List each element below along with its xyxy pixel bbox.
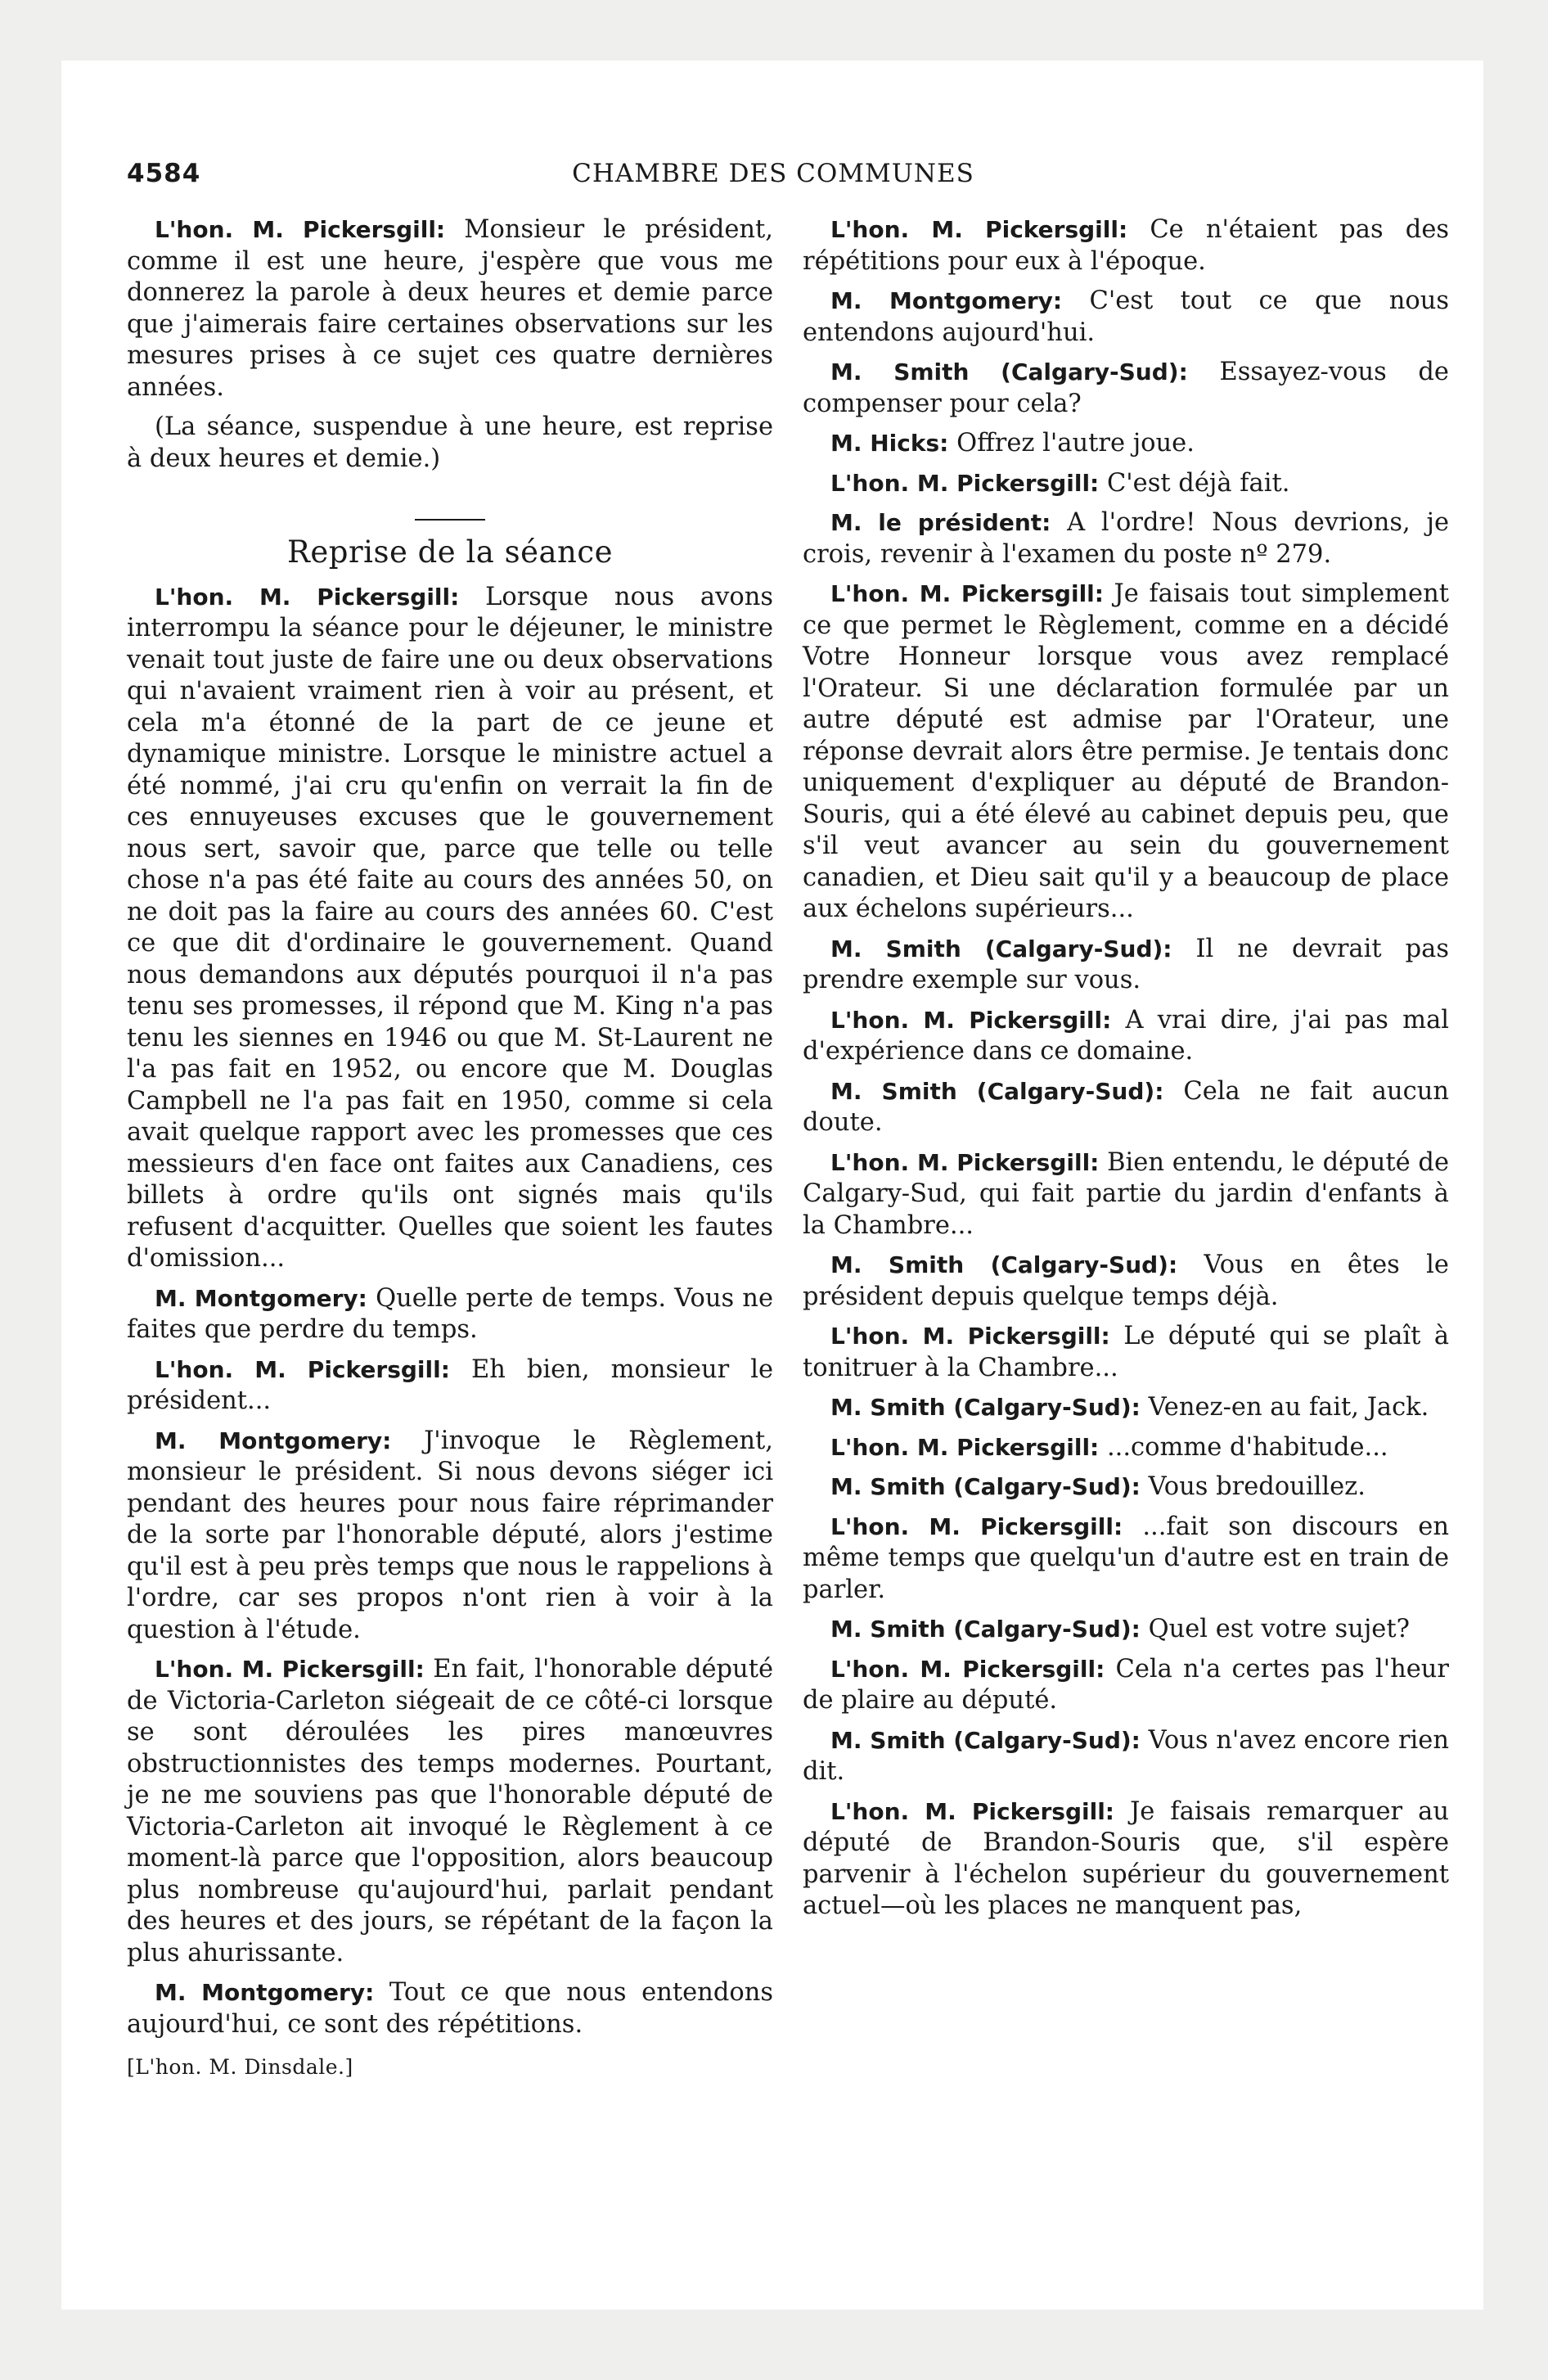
paragraph (127, 1355, 773, 1418)
section-divider (415, 519, 485, 521)
speaker-name: M. Smith (Calgary-Sud): (830, 1473, 1141, 1500)
page-title: CHAMBRE DES COMMUNES (572, 159, 974, 188)
speech-text: Eh bien, monsieur le président... (127, 1355, 774, 1415)
section-heading: Reprise de la séance (287, 534, 613, 570)
speech-text: Vous n'avez encore rien dit. (803, 1725, 1449, 1786)
speaker-name: L'hon. M. Pickersgill: (830, 1655, 1105, 1683)
speech-text: A l'ordre! Nous devrions, je crois, revenir à l'examen du poste nº 279. (803, 508, 1449, 569)
speaker-name: L'hon. M. Pickersgill: (830, 580, 1104, 607)
paragraph (127, 582, 773, 1275)
speech-text: Quel est votre sujet? (1148, 1615, 1410, 1643)
paragraph (803, 1654, 1449, 1717)
speech-text: Bien entendu, le député de Calgary-Sud, qui fait partie du jardin d'enfants à la Chambre... (803, 1147, 1449, 1240)
speech-text: Cela n'a certes pas l'heur de plaire au député. (803, 1654, 1449, 1715)
speaker-name: L'hon. M. Pickersgill: (830, 1006, 1112, 1034)
speech-text: Monsieur le président, comme il est une heure, j'espère que vous me donnerez la parole à deux heures et demie parce que j'aimerais faire certaines observations sur les mesures prises à ce sujet ces quatre dernières années. (127, 215, 773, 402)
paragraph (803, 428, 1449, 460)
paragraph (803, 1321, 1449, 1384)
speaker-name: M. Montgomery: (830, 287, 1063, 314)
speaker-name: L'hon. M. Pickersgill: (155, 1656, 425, 1683)
speech-text: Vous bredouillez. (1148, 1472, 1366, 1501)
speaker-name: M. le président: (830, 509, 1051, 536)
page-number: 4584 (127, 159, 201, 188)
paragraph (803, 579, 1449, 926)
speaker-name: L'hon. M. Pickersgill: (830, 216, 1128, 243)
speaker-name: M. Smith (Calgary-Sud): (830, 1251, 1178, 1278)
right-column (803, 214, 1449, 1931)
paragraph (803, 1472, 1449, 1503)
speaker-name: M. Montgomery: (155, 1427, 392, 1454)
speech-text: Ce n'étaient pas des répétitions pour eux à l'époque. (803, 215, 1450, 276)
paragraph (803, 286, 1449, 349)
speaker-name: L'hon. M. Pickersgill: (155, 1355, 450, 1383)
speech-text: Vous en êtes le président depuis quelque temps déjà. (803, 1251, 1449, 1311)
speaker-name: M. Smith (Calgary-Sud): (830, 1394, 1141, 1421)
footer-reference: [L'hon. M. Dinsdale.] (127, 2055, 353, 2079)
paragraph (803, 1392, 1449, 1424)
speech-text: J'invoque le Règlement, monsieur le président. Si nous devons siéger ici pendant des heures pour nous faire réprimander de la sorte par l'honorable député, alors j'estime qu'il est à peu près temps que nous le rappelions à l'ordre, car ses propos n'ont rien à voir à la question à l'étude. (127, 1426, 773, 1644)
speaker-name: L'hon. M. Pickersgill: (155, 216, 446, 243)
speech-text: C'est tout ce que nous entendons aujourd'hui. (803, 286, 1449, 347)
paragraph (803, 468, 1449, 500)
paragraph (803, 1614, 1449, 1646)
speech-text: Offrez l'autre joue. (956, 429, 1195, 458)
speech-text: ...comme d'habitude... (1106, 1432, 1388, 1462)
speaker-name: L'hon. M. Pickersgill: (155, 583, 460, 611)
speaker-name: L'hon. M. Pickersgill: (830, 469, 1100, 497)
speech-text: Lorsque nous avons interrompu la séance pour le déjeuner, le ministre venait tout juste de faire une ou deux observations qui n'avaient vraiment rien à voir au présent, et cela m'a étonné de la part de ce jeune et dynamique ministre. Lorsque le ministre actuel a été nommé, j'ai cru qu'enfin on verrait la fin de ces ennuyeuses excuses que le gouvernement nous sert, savoir que, parce que telle ou telle chose n'a pas été faite au cours des années 50, on ne doit pas la faire au cours des années 60. C'est ce que dit d'ordinaire le gouvernement. Quand nous demandons aux députés pourquoi il n'a pas tenu ses promesses, il répond que M. King n'a pas tenu les siennes en 1946 ou que M. St-Laurent ne l'a pas fait en 1952, ou encore que M. Douglas Campbell ne l'a pas fait en 1950, comme si cela avait quelque rapport avec les promesses que ces messieurs d'en face ont faites aux Canadiens, ces billets à ordre qu'ils ont signés mais qu'ils refusent d'acquitter. Quelles que soient les fautes d'omission... (127, 582, 773, 1273)
speech-text: Le député qui se plaît à tonitruer à la Chambre... (803, 1322, 1450, 1382)
speaker-name: L'hon. M. Pickersgill: (830, 1797, 1114, 1825)
procedural-note: (La séance, suspendue à une heure, est reprise à deux heures et demie.) (127, 412, 773, 473)
speech-text: Cela ne fait aucun doute. (803, 1076, 1449, 1137)
speaker-name: M. Smith (Calgary-Sud): (830, 1616, 1141, 1643)
paragraph (803, 1725, 1449, 1788)
speech-text: Je faisais tout simplement ce que permet le Règlement, comme en a décidé Votre Honneur lorsque vous avez remplacé l'Orateur. Si une déclaration formulée par un autre député est admise par l'Orateur, une réponse devrait alors être permise. Je tentais donc uniquement d'expliquer au député de Brandon-Souris, qui a été élevé au cabinet depuis peu, que s'il veut avancer au sein du gouvernement canadien, et Dieu sait qu'il y a beaucoup de place aux échelons supérieurs... (803, 579, 1449, 923)
speaker-name: L'hon. M. Pickersgill: (830, 1433, 1100, 1461)
paragraph (127, 1283, 773, 1346)
speech-text: Quelle perte de temps. Vous ne faites que perdre du temps. (127, 1283, 773, 1344)
paragraph (803, 1512, 1449, 1607)
speech-text: Tout ce que nous entendons aujourd'hui, ce sont des répétitions. (127, 1978, 773, 2039)
speaker-name: L'hon. M. Pickersgill: (830, 1148, 1100, 1176)
paragraph (803, 214, 1449, 277)
speaker-name: L'hon. M. Pickersgill: (830, 1323, 1110, 1350)
paragraph (803, 1250, 1449, 1313)
paragraph (127, 1654, 773, 1969)
paragraph (803, 1147, 1449, 1242)
speaker-name: M. Hicks: (830, 430, 949, 457)
paragraph (803, 357, 1449, 420)
speech-text: En fait, l'honorable député de Victoria-Carleton siégeait de ce côté-ci lorsque se sont déroulées les pires manœuvres obstructionnistes des temps modernes. Pourtant, je ne me souviens pas que l'honorable député de Victoria-Carleton ait invoqué le Règlement à ce moment-là parce que l'opposition, alors beaucoup plus nombreuse qu'aujourd'hui, parlait pendant des heures et des jours, se répétant de la façon la plus ahurissante. (127, 1655, 773, 1968)
speech-text: Je faisais remarquer au député de Brandon-Souris que, s'il espère parvenir à l'échelon supérieur du gouvernement actuel—où les places ne manquent pas, (803, 1796, 1449, 1920)
paragraph (803, 507, 1449, 570)
paragraph (803, 1796, 1449, 1922)
speaker-name: M. Montgomery: (155, 1979, 375, 2006)
speech-text: C'est déjà fait. (1106, 468, 1290, 498)
paragraph (803, 1432, 1449, 1464)
paragraph (803, 934, 1449, 997)
speech-text: A vrai dire, j'ai pas mal d'expérience dans ce domaine. (803, 1005, 1450, 1066)
paragraph (803, 1076, 1449, 1139)
speaker-name: M. Montgomery: (155, 1284, 367, 1312)
speech-text: Il ne devrait pas prendre exemple sur vous. (803, 934, 1449, 994)
speaker-name: M. Smith (Calgary-Sud): (830, 1726, 1141, 1754)
page-header (127, 159, 1420, 192)
paragraph (803, 1005, 1449, 1068)
speech-text: Venez-en au fait, Jack. (1148, 1393, 1429, 1422)
paragraph (127, 1977, 773, 2040)
speech-text: ...fait son discours en même temps que quelqu'un d'autre est en train de parler. (803, 1512, 1449, 1604)
page-sheet (61, 61, 1483, 2310)
speaker-name: M. Smith (Calgary-Sud): (830, 358, 1188, 385)
speaker-name: M. Smith (Calgary-Sud): (830, 1077, 1164, 1105)
speaker-name: M. Smith (Calgary-Sud): (830, 935, 1172, 962)
left-column (127, 214, 773, 2084)
speaker-name: L'hon. M. Pickersgill: (830, 1512, 1123, 1540)
paragraph (127, 1426, 773, 1647)
paragraph (127, 412, 773, 475)
speech-text: Essayez-vous de compenser pour cela? (803, 358, 1449, 418)
paragraph (127, 214, 773, 403)
